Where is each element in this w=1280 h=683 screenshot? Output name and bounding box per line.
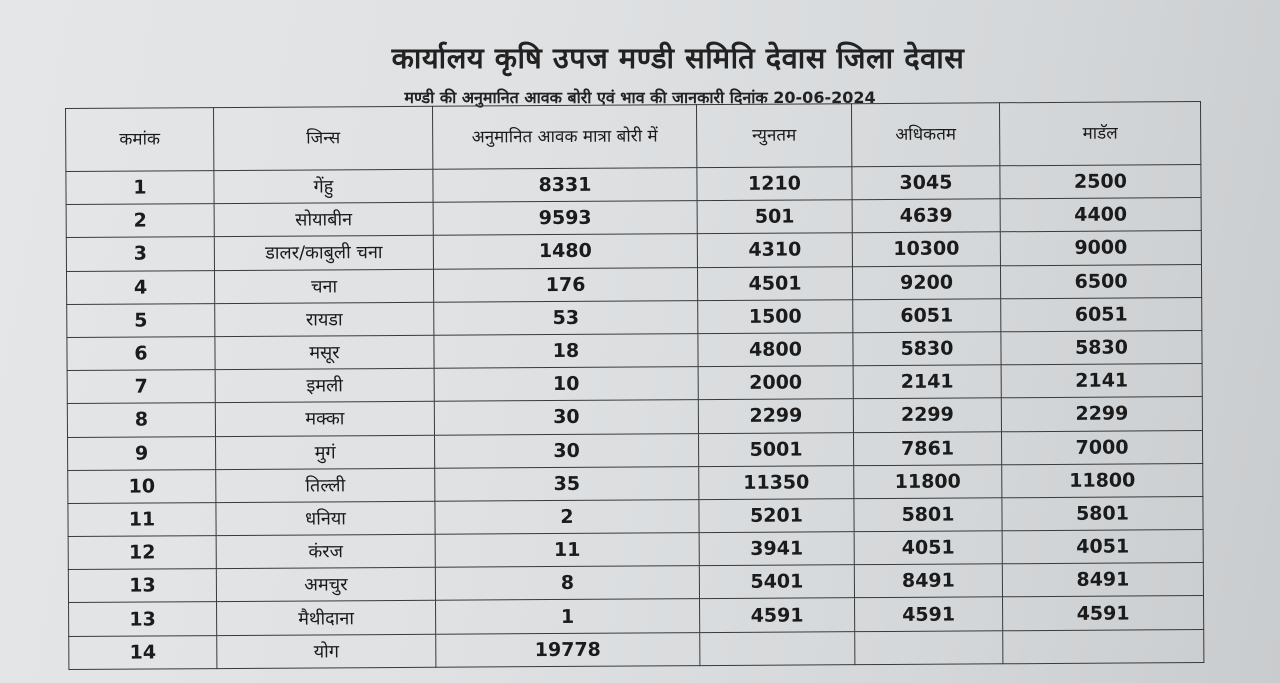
commodity-cell: रायडा [215, 302, 434, 337]
serial-cell: 3 [66, 237, 214, 271]
serial-cell: 10 [68, 469, 216, 503]
commodity-cell: डालर/काबुली चना [214, 236, 433, 271]
max-price-cell: 8491 [854, 564, 1002, 598]
arrival-qty-cell: 18 [434, 334, 698, 369]
modal-price-cell: 4400 [1000, 198, 1201, 232]
modal-price-cell: 11800 [1002, 463, 1203, 497]
min-price-cell: 1210 [697, 167, 852, 201]
arrival-qty-cell: 8331 [433, 168, 697, 203]
commodity-cell: सोयाबीन [214, 202, 433, 237]
arrival-qty-cell: 53 [434, 300, 698, 335]
max-price-cell: 3045 [852, 166, 1000, 200]
commodity-cell: चना [214, 269, 433, 304]
max-price-cell: 10300 [852, 232, 1000, 266]
serial-cell: 8 [67, 403, 215, 437]
arrival-qty-cell: 1480 [433, 234, 697, 269]
max-price-cell: 2299 [853, 398, 1001, 432]
table-total-row [69, 629, 1204, 669]
modal-price-cell: 8491 [1002, 563, 1203, 597]
min-price-cell: 2000 [698, 366, 853, 400]
commodity-cell: तिल्ली [216, 468, 435, 503]
commodity-cell: इमली [215, 368, 434, 403]
modal-price-cell: 6051 [1001, 297, 1202, 331]
serial-cell: 13 [69, 602, 217, 636]
min-price-cell: 4310 [697, 233, 852, 267]
col-header-max-price: अधिकतम [851, 103, 999, 167]
col-header-min-price: न्युनतम [696, 104, 851, 168]
commodity-cell: अमचुर [216, 567, 435, 602]
modal-price-cell: 9000 [1000, 231, 1201, 265]
min-price-cell: 4591 [700, 598, 855, 632]
arrival-qty-cell: 30 [434, 400, 698, 435]
arrival-qty-cell: 11 [435, 533, 699, 568]
col-header-serial: कमांक [66, 108, 214, 172]
arrival-qty-cell: 1 [436, 599, 700, 634]
max-price-cell: 7861 [853, 431, 1001, 465]
min-price-cell: 11350 [699, 465, 854, 499]
report-subtitle: मण्डी की अनुमानित आवक बोरी एवं भाव की जानकारी दिनांक 20-06-2024 [404, 88, 876, 107]
min-price-cell: 5401 [699, 565, 854, 599]
min-price-cell: 5001 [698, 432, 853, 466]
commodity-cell: मसूर [215, 335, 434, 370]
total-arrival-cell: 19778 [436, 632, 700, 667]
serial-cell: 7 [67, 370, 215, 404]
serial-cell: 11 [68, 502, 216, 536]
max-price-cell [855, 630, 1003, 664]
max-price-cell: 5830 [853, 332, 1001, 366]
max-price-cell: 4591 [855, 597, 1003, 631]
modal-price-cell: 2299 [1001, 397, 1202, 431]
serial-cell: 14 [69, 635, 217, 669]
serial-cell: 5 [67, 303, 215, 337]
max-price-cell: 5801 [854, 498, 1002, 532]
modal-price-cell [1003, 629, 1204, 664]
arrival-qty-cell: 10 [434, 367, 698, 402]
max-price-cell: 11800 [854, 464, 1002, 498]
arrival-qty-cell: 176 [433, 267, 697, 302]
modal-price-cell: 2500 [1000, 165, 1201, 199]
serial-cell: 12 [68, 536, 216, 570]
max-price-cell: 4051 [854, 531, 1002, 565]
price-table-container [65, 101, 1203, 670]
commodity-cell: मुगं [216, 435, 435, 470]
table-header-row [66, 102, 1201, 172]
modal-price-cell: 5801 [1002, 496, 1203, 530]
min-price-cell [700, 631, 855, 665]
max-price-cell: 4639 [852, 199, 1000, 233]
min-price-cell: 501 [697, 200, 852, 234]
modal-price-cell: 6500 [1000, 264, 1201, 298]
serial-cell: 4 [66, 270, 214, 304]
col-header-arrival-qty: अनुमानित आवक मात्रा बोरी में [432, 105, 696, 170]
arrival-qty-cell: 35 [435, 466, 699, 501]
total-label-cell: योग [217, 634, 436, 669]
modal-price-cell: 2141 [1001, 364, 1202, 398]
min-price-cell: 3941 [699, 532, 854, 566]
commodity-cell: धनिया [216, 501, 435, 536]
col-header-modal-price: माडॅल [999, 102, 1200, 166]
modal-price-cell: 7000 [1001, 430, 1202, 464]
modal-price-cell: 4051 [1002, 530, 1203, 564]
arrival-qty-cell: 2 [435, 500, 699, 535]
serial-cell: 9 [68, 436, 216, 470]
min-price-cell: 5201 [699, 499, 854, 533]
commodity-cell: मक्का [215, 402, 434, 437]
min-price-cell: 4501 [697, 266, 852, 300]
min-price-cell: 2299 [698, 399, 853, 433]
serial-cell: 2 [66, 204, 214, 238]
max-price-cell: 9200 [852, 265, 1000, 299]
min-price-cell: 1500 [698, 299, 853, 333]
col-header-commodity: जिन्स [214, 106, 433, 170]
serial-cell: 13 [68, 569, 216, 603]
arrival-qty-cell: 9593 [433, 201, 697, 236]
mandi-price-table [65, 101, 1204, 670]
max-price-cell: 6051 [853, 299, 1001, 333]
arrival-qty-cell: 8 [435, 566, 699, 601]
arrival-qty-cell: 30 [435, 433, 699, 468]
commodity-cell: गेंहु [214, 169, 433, 204]
serial-cell: 1 [66, 171, 214, 205]
min-price-cell: 4800 [698, 333, 853, 367]
serial-cell: 6 [67, 337, 215, 371]
modal-price-cell: 5830 [1001, 330, 1202, 364]
modal-price-cell: 4591 [1003, 596, 1204, 630]
office-title: कार्यालय कृषि उपज मण्डी समिति देवास जिला देवास [391, 41, 965, 75]
commodity-cell: कंरज [216, 534, 435, 569]
commodity-cell: मैथीदाना [217, 601, 436, 636]
max-price-cell: 2141 [853, 365, 1001, 399]
